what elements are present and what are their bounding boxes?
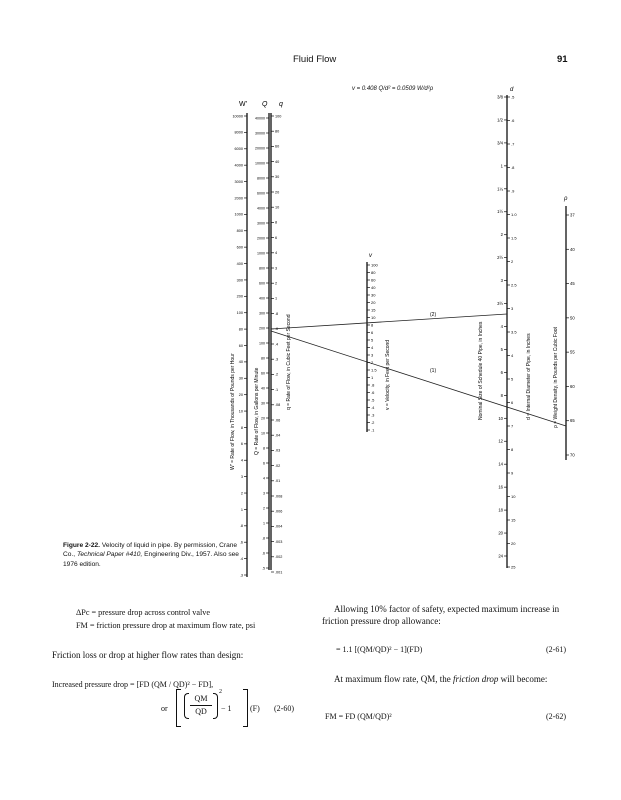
q-scale-tick-label: .5 bbox=[262, 566, 265, 571]
v-scale-tick-label: .4 bbox=[371, 404, 375, 410]
d-scale-tick-label: 1.5 bbox=[511, 235, 517, 241]
q-scale-tick-label: 200 bbox=[259, 326, 265, 331]
equation-f-term: (F) bbox=[250, 704, 260, 713]
q-small-scale-tick-label: .3 bbox=[275, 357, 279, 362]
pipe-size-ticks bbox=[497, 94, 507, 558]
q-small-scale-tick-label: .003 bbox=[275, 539, 283, 544]
d-scale-tick-label: 2.5 bbox=[511, 282, 517, 288]
rho-scale-tick-label: 40 bbox=[570, 246, 575, 252]
q-small-scale-tick-label: .001 bbox=[275, 570, 283, 575]
page-number: 91 bbox=[557, 54, 568, 65]
caption-italic: Technical Paper #410, bbox=[76, 551, 143, 559]
d-scale-tick-label: .6 bbox=[511, 117, 515, 123]
q-scale-tick-label: 2 bbox=[263, 506, 265, 511]
q-small-scale-tick-label: 30 bbox=[275, 175, 280, 180]
q-small-scale-tick-label: 20 bbox=[275, 190, 280, 195]
q-scale-tick-label: 60 bbox=[261, 371, 265, 376]
v-scale-tick-label: 6 bbox=[371, 329, 374, 335]
equation-minus-one: − 1 bbox=[221, 704, 232, 713]
v-scale-tick-label: 3 bbox=[371, 352, 374, 358]
pipe-size-tick-label: 24 bbox=[498, 553, 503, 559]
caption-text-b: Engineering Div., 1957. Also see 1976 edition. bbox=[63, 551, 239, 568]
v-scale-tick-label: 1 bbox=[371, 374, 374, 380]
v-scale-tick-label: 40 bbox=[371, 284, 376, 290]
q-small-scale-ticks bbox=[271, 114, 282, 574]
q-scale-tick-label: 10 bbox=[261, 431, 265, 436]
w-scale-tick-label: 80 bbox=[238, 327, 243, 332]
rho-scale-tick-label: 50 bbox=[570, 315, 575, 321]
pipe-size-tick-label: 4 bbox=[500, 323, 503, 329]
line-label-2: (2) bbox=[430, 312, 437, 318]
d-scale-tick-label: .9 bbox=[511, 188, 515, 194]
d-scale-tick-label: 8 bbox=[511, 446, 514, 452]
w-scale-tick-label: .8 bbox=[239, 524, 243, 529]
equation-right-bracket bbox=[243, 689, 248, 727]
line-label-1: (1) bbox=[430, 368, 437, 374]
w-scale-tick-label: 800 bbox=[236, 229, 243, 234]
pipe-size-tick-label: 6 bbox=[500, 369, 503, 375]
q-small-scale-header: q bbox=[279, 101, 283, 108]
q-small-scale-tick-label: 40 bbox=[275, 159, 280, 164]
rho-scale-tick-label: 60 bbox=[570, 383, 575, 389]
rho-axis-title: ρ = Weight Density, in Pounds per Cubic Foot bbox=[553, 327, 559, 428]
w-scale-tick-label: .6 bbox=[239, 540, 243, 545]
q-small-scale-tick-label: .06 bbox=[275, 418, 281, 423]
v-scale-tick-label: .6 bbox=[371, 389, 375, 395]
rho-scale-tick-label: 70 bbox=[570, 452, 575, 458]
q-scale-tick-label: 30000 bbox=[255, 131, 265, 136]
pipe-size-tick-label: 18 bbox=[498, 507, 503, 513]
v-scale-tick-label: .5 bbox=[371, 397, 375, 403]
d-scale-tick-label: .5 bbox=[511, 94, 515, 100]
q-small-scale-tick-label: 4 bbox=[275, 251, 278, 256]
d-scale-tick-label: 2 bbox=[511, 258, 514, 264]
q-scale-header: Q bbox=[262, 101, 268, 108]
w-scale-tick-label: 200 bbox=[236, 294, 243, 299]
d-scale-tick-label: 4 bbox=[511, 352, 514, 358]
q-small-scale-tick-label: 80 bbox=[275, 129, 280, 134]
q-scale-tick-label: 4 bbox=[263, 476, 265, 481]
q-scale-tick-label: .6 bbox=[262, 551, 265, 556]
q-scale-tick-label: 3 bbox=[263, 491, 265, 496]
pipe-size-tick-label: 14 bbox=[498, 461, 503, 467]
q-small-scale-tick-label: 6 bbox=[275, 235, 278, 240]
pipe-size-tick-label: 5 bbox=[500, 346, 503, 352]
paragraph-safety-factor: Allowing 10% factor of safety, expected maximum increase in friction pressure drop allowance: bbox=[322, 604, 560, 626]
pipe-size-tick-label: 2½ bbox=[497, 255, 503, 261]
d-scale-tick-label: 25 bbox=[511, 564, 516, 570]
d-scale-tick-label: 3 bbox=[511, 305, 514, 311]
q-scale-tick-label: 30 bbox=[261, 401, 265, 406]
v-scale-tick-label: .2 bbox=[371, 419, 375, 425]
equation-2-62: FM = FD (QM/QD)² bbox=[325, 712, 392, 721]
w-axis-title: W' = Rate of Flow, in Thousands of Pounds per Hour bbox=[230, 353, 236, 470]
w-scale-tick-label: .4 bbox=[239, 556, 243, 561]
rho-scale-ticks bbox=[566, 212, 575, 457]
q-scale-tick-label: 6000 bbox=[257, 191, 265, 196]
w-scale-tick-label: 8000 bbox=[234, 130, 243, 135]
q-scale-tick-label: 40 bbox=[261, 386, 265, 391]
v-scale-tick-label: .3 bbox=[371, 412, 375, 418]
q-scale-tick-label: 80 bbox=[261, 356, 265, 361]
q-scale-tick-label: 300 bbox=[259, 311, 265, 316]
q-small-scale-tick-label: .004 bbox=[275, 524, 283, 529]
caption-text-a: Velocity of liquid in pipe. By permission, Crane Co., bbox=[63, 542, 238, 559]
d-scale-tick-label: 3.5 bbox=[511, 329, 517, 335]
d-scale-tick-label: 10 bbox=[511, 493, 516, 499]
q-small-scale-tick-label: 10 bbox=[275, 205, 280, 210]
d-scale-tick-label: .8 bbox=[511, 164, 515, 170]
pipe-size-tick-label: 12 bbox=[498, 438, 503, 444]
pipe-size-tick-label: 20 bbox=[498, 530, 503, 536]
w-scale-tick-label: 6000 bbox=[234, 147, 243, 152]
q-scale-tick-label: 4000 bbox=[257, 206, 265, 211]
w-scale-tick-label: 4000 bbox=[234, 163, 243, 168]
q-scale-tick-label: 3000 bbox=[257, 221, 265, 226]
d-axis-title: d = Internal Diameter of Pipe, in Inches bbox=[526, 333, 532, 420]
q-small-axis-title: q = Rate of Flow, in Cubic Feet per Second bbox=[286, 314, 292, 410]
figure-label: Figure 2-22. bbox=[63, 542, 101, 549]
w-scale-tick-label: .3 bbox=[239, 573, 243, 578]
q-small-scale-tick-label: .04 bbox=[275, 433, 281, 438]
pipe-size-tick-label: 2 bbox=[500, 232, 503, 238]
running-title: Fluid Flow bbox=[293, 54, 337, 65]
q-small-scale-tick-label: .02 bbox=[275, 463, 281, 468]
q-scale-tick-label: 20 bbox=[261, 416, 265, 421]
rho-scale-header: ρ bbox=[564, 196, 568, 202]
rho-scale-tick-label: 37 bbox=[570, 212, 575, 218]
v-scale-tick-label: 15 bbox=[371, 307, 376, 313]
rho-scale-tick-label: 55 bbox=[570, 349, 575, 355]
d-scale-tick-label: 15 bbox=[511, 517, 516, 523]
d-scale-ticks bbox=[507, 94, 517, 569]
q-scale-tick-label: 600 bbox=[259, 281, 265, 286]
rho-scale-tick-label: 65 bbox=[570, 418, 575, 424]
pipe-size-tick-label: 16 bbox=[498, 484, 503, 490]
v-scale-tick-label: .8 bbox=[371, 382, 375, 388]
paragraph-max-flow bbox=[322, 673, 572, 685]
q-small-scale-tick-label: .002 bbox=[275, 555, 283, 560]
w-scale-tick-label: 600 bbox=[236, 245, 243, 250]
pipe-size-tick-label: 10 bbox=[498, 415, 503, 421]
w-scale-header: W' bbox=[239, 101, 247, 108]
v-scale-header: v bbox=[369, 253, 372, 259]
d-scale-tick-label: 7 bbox=[511, 423, 514, 429]
w-scale-tick-label: 10000 bbox=[232, 114, 243, 119]
equation-2-61: = 1.1 [(QM/QD)² − 1](FD) bbox=[336, 645, 423, 654]
w-scale-tick-label: 8 bbox=[240, 425, 243, 430]
w-scale-tick-label: 2000 bbox=[234, 196, 243, 201]
v-scale-tick-label: 60 bbox=[371, 277, 376, 283]
pipe-size-tick-label: 1/2 bbox=[497, 117, 503, 123]
v-scale-tick-label: 80 bbox=[371, 269, 376, 275]
pipe-size-tick-label: 8 bbox=[500, 392, 503, 398]
q-scale-tick-label: 8000 bbox=[257, 176, 265, 181]
w-scale-tick-label: 30 bbox=[238, 376, 243, 381]
q-small-scale-tick-label: .2 bbox=[275, 372, 279, 377]
v-scale-tick-label: 2 bbox=[371, 359, 374, 365]
pipe-size-tick-label: 3/8 bbox=[497, 94, 503, 100]
q-scale-tick-label: 1 bbox=[263, 521, 265, 526]
w-scale-tick-label: 1000 bbox=[234, 212, 243, 217]
q-small-scale-tick-label: .008 bbox=[275, 494, 283, 499]
fraction-denominator: QD bbox=[195, 707, 207, 716]
q-small-scale-tick-label: 3 bbox=[275, 266, 278, 271]
construction-line-1 bbox=[271, 331, 566, 429]
q-scale-tick-label: 20000 bbox=[255, 146, 265, 151]
pipe-size-tick-label: 1½ bbox=[497, 209, 503, 215]
w-scale-tick-label: 60 bbox=[238, 343, 243, 348]
w-scale-tick-label: 300 bbox=[236, 278, 243, 283]
equation-2-60-line1: Increased pressure drop = [FD (QM / QD)² − FD], bbox=[52, 680, 214, 689]
v-scale-tick-label: 4 bbox=[371, 344, 374, 350]
pipe-size-tick-label: 3/4 bbox=[497, 140, 503, 146]
q-scale-tick-label: 400 bbox=[259, 296, 265, 301]
q-small-scale-tick-label: .1 bbox=[275, 387, 279, 392]
velocity-formula: v = 0.408 Q/d² = 0.0509 W/d²ρ bbox=[352, 86, 434, 92]
w-scale-tick-label: 1 bbox=[240, 507, 243, 512]
d-scale-tick-label: 6 bbox=[511, 399, 514, 405]
para2-text-b: will become: bbox=[498, 674, 548, 684]
d-scale-tick-label: 9 bbox=[511, 470, 514, 476]
q-small-scale-tick-label: .03 bbox=[275, 448, 281, 453]
v-scale-tick-label: 1.5 bbox=[371, 367, 377, 373]
q-small-scale-tick-label: 100 bbox=[275, 114, 282, 119]
q-small-scale-tick-label: .006 bbox=[275, 509, 283, 514]
q-scale-tick-label: 800 bbox=[259, 266, 265, 271]
definition-delta-pc: ΔPc = pressure drop across control valve bbox=[76, 608, 211, 617]
equation-number-2-62: (2-62) bbox=[546, 712, 566, 721]
figure-caption bbox=[63, 541, 243, 569]
w-scale-tick-label: 4 bbox=[240, 458, 243, 463]
rho-scale-tick-label: 45 bbox=[570, 281, 575, 287]
equation-number-2-60: (2-60) bbox=[274, 704, 294, 713]
w-scale-tick-label: 400 bbox=[236, 261, 243, 266]
pipe-axis-title: Nominal Size of Schedule 40 Pipe, in Inches bbox=[478, 321, 484, 420]
d-scale-tick-label: 1.0 bbox=[511, 211, 517, 217]
pipe-size-tick-label: 1 bbox=[500, 163, 503, 169]
v-scale-tick-label: 5 bbox=[371, 337, 374, 343]
q-small-scale-tick-label: 2 bbox=[275, 281, 278, 286]
v-scale-tick-label: .1 bbox=[371, 427, 375, 433]
definition-fm: FM = friction pressure drop at maximum flow rate, psi bbox=[76, 621, 256, 630]
para2-italic: friction drop bbox=[452, 674, 499, 684]
w-scale-tick-label: 6 bbox=[240, 442, 243, 447]
w-scale-tick-label: 40 bbox=[238, 360, 243, 365]
equation-number-2-61: (2-61) bbox=[546, 645, 566, 654]
q-small-scale-tick-label: .6 bbox=[275, 327, 279, 332]
q-small-scale-tick-label: 1 bbox=[275, 296, 278, 301]
equation-or: or bbox=[161, 704, 168, 713]
v-scale-tick-label: 8 bbox=[371, 322, 374, 328]
q-scale-tick-label: 1000 bbox=[257, 251, 265, 256]
q-small-scale-tick-label: 60 bbox=[275, 144, 280, 149]
v-scale-tick-label: 10 bbox=[371, 314, 376, 320]
w-scale-tick-label: 3 bbox=[240, 474, 243, 479]
d-scale-tick-label: 5 bbox=[511, 376, 514, 382]
q-small-scale-tick-label: .8 bbox=[275, 311, 279, 316]
q-scale-tick-label: 6 bbox=[263, 461, 265, 466]
q-scale-tick-label: .8 bbox=[262, 536, 265, 541]
w-scale-tick-label: 100 bbox=[236, 311, 243, 316]
fraction-exponent: 2 bbox=[219, 689, 222, 695]
pipe-size-tick-label: 3½ bbox=[497, 301, 503, 307]
w-scale-tick-label: 20 bbox=[238, 393, 243, 398]
q-axis-title: Q = Rate of Flow, in Gallons per Minute bbox=[254, 367, 260, 455]
v-scale-tick-label: 20 bbox=[371, 299, 376, 305]
q-scale-tick-label: 100 bbox=[259, 341, 265, 346]
q-scale-tick-label: 8 bbox=[263, 446, 265, 451]
w-scale-ticks bbox=[232, 114, 247, 577]
q-scale-tick-label: 10000 bbox=[255, 161, 265, 166]
q-small-scale-tick-label: .4 bbox=[275, 342, 279, 347]
d-scale-tick-label: .7 bbox=[511, 141, 515, 147]
section-heading: Friction loss or drop at higher flow rates than design: bbox=[52, 650, 244, 660]
q-scale-tick-label: 40000 bbox=[255, 116, 265, 121]
v-scale-tick-label: 100 bbox=[371, 262, 378, 268]
fraction-numerator: QM bbox=[194, 694, 208, 703]
para2-text-a: At maximum flow rate, QM, the bbox=[334, 674, 453, 684]
q-small-scale-tick-label: .08 bbox=[275, 403, 281, 408]
pipe-size-tick-label: 3 bbox=[500, 278, 503, 284]
v-scale-tick-label: 30 bbox=[371, 292, 376, 298]
d-scale-tick-label: 20 bbox=[511, 540, 516, 546]
w-scale-tick-label: 2 bbox=[240, 491, 243, 496]
v-scale-ticks bbox=[367, 262, 378, 432]
pipe-size-tick-label: 1¼ bbox=[497, 186, 503, 192]
construction-line-2 bbox=[271, 311, 507, 332]
v-axis-title: v = Velocity, in Feet per Second bbox=[385, 339, 391, 410]
w-scale-tick-label: 10 bbox=[238, 409, 243, 414]
q-small-scale-tick-label: .01 bbox=[275, 479, 281, 484]
d-scale-header: d bbox=[510, 87, 514, 93]
q-small-scale-tick-label: 8 bbox=[275, 220, 278, 225]
q-scale-tick-label: 2000 bbox=[257, 236, 265, 241]
q-scale-ticks bbox=[255, 116, 269, 570]
w-scale-tick-label: 3000 bbox=[234, 179, 243, 184]
